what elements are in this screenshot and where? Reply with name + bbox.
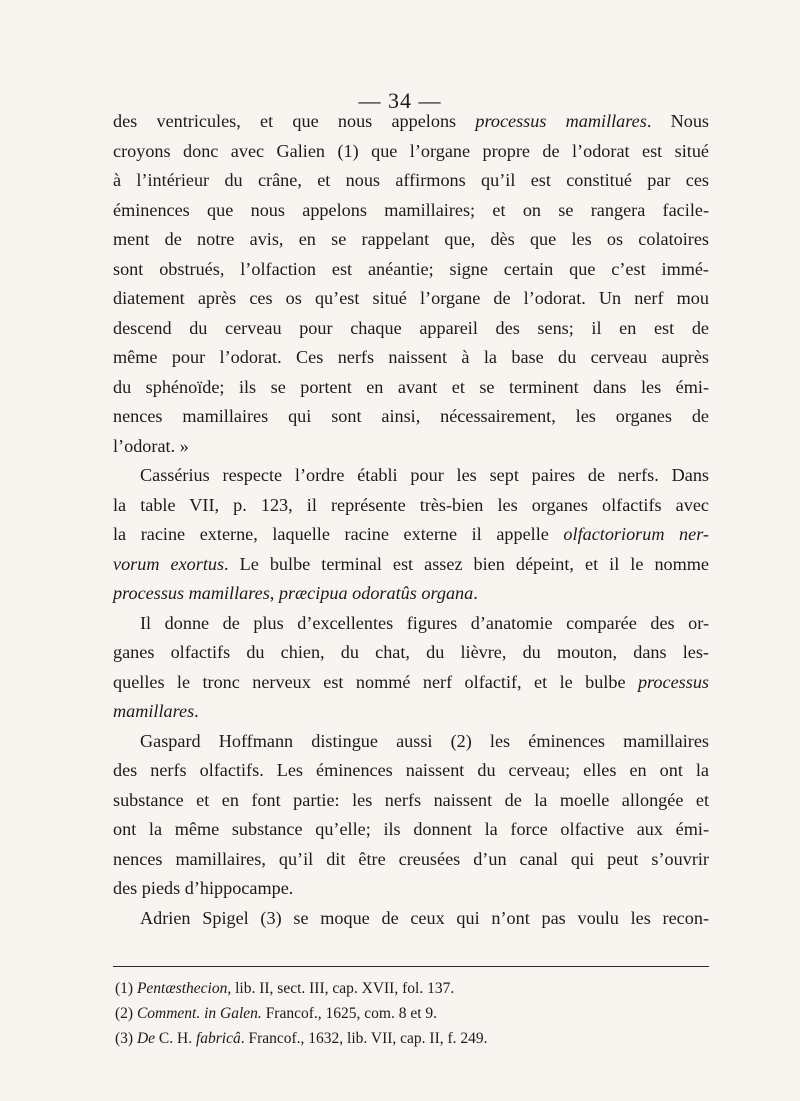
text-line: la racine externe, laquelle racine externe il appelle olfactoriorum ner-	[113, 524, 709, 544]
text-line: éminences que nous appelons mamillaires; et on se rangera facile-	[113, 199, 709, 220]
text-line: l’odorat. »	[113, 435, 189, 456]
text-line: croyons donc avec Galien (1) que l’organe propre de l’odorat est situé	[113, 140, 709, 161]
text-line: du sphénoïde; ils se portent en avant et se terminent dans les émi-	[113, 376, 709, 397]
paragraph-first-line: Cassérius respecte l’ordre établi pour les sept paires de nerfs. Dans	[140, 465, 709, 485]
footnote-rule	[113, 966, 709, 967]
paragraph-first-line: Adrien Spigel (3) se moque de ceux qui n’ont pas voulu les recon-	[140, 907, 709, 928]
text-line: sont obstrués, l’olfaction est anéantie; signe certain que c’est immé-	[113, 258, 709, 279]
text-line: la table VII, p. 123, il représente très-bien les organes olfactifs avec	[113, 494, 709, 515]
text-line: processus mamillares, præcipua odoratûs organa.	[113, 583, 478, 603]
text-line: nences mamillaires qui sont ainsi, nécessairement, les organes de	[113, 406, 709, 426]
footnote: (1) Pentæsthecion, lib. II, sect. III, cap. XVII, fol. 137.	[115, 980, 455, 997]
text-line: des pieds d’hippocampe.	[113, 878, 294, 898]
text-line: des nerfs olfactifs. Les éminences naissent du cerveau; elles en ont la	[113, 760, 709, 780]
text-line: descend du cerveau pour chaque appareil des sens; il en est de	[113, 317, 709, 338]
text-line: des ventricules, et que nous appelons processus mamillares. Nous	[113, 111, 710, 131]
text-line: ont la même substance qu’elle; ils donnent la force olfactive aux émi-	[113, 819, 709, 839]
paragraph-first-line: Gaspard Hoffmann distingue aussi (2) les éminences mamillaires	[140, 730, 709, 751]
text-line: même pour l’odorat. Ces nerfs naissent à la base du cerveau auprès	[113, 347, 709, 367]
paragraph-first-line: Il donne de plus d’excellentes figures d’anatomie comparée des or-	[140, 612, 709, 633]
footnotes	[113, 976, 709, 1051]
page-number: — 34 —	[358, 88, 442, 113]
text-line: quelles le tronc nerveux est nommé nerf olfactif, et le bulbe processus	[113, 671, 709, 692]
text-line: ment de notre avis, en se rappelant que, dès que les os colatoires	[113, 229, 709, 249]
text-line: diatement après ces os qu’est situé l’organe de l’odorat. Un nerf mou	[113, 288, 709, 308]
body-text	[113, 107, 709, 933]
text-line: nences mamillaires, qu’il dit être creusées d’un canal qui peut s’ouvrir	[113, 848, 709, 869]
text-line: vorum exortus. Le bulbe terminal est assez bien dépeint, et il le nomme	[113, 553, 709, 574]
text-line: ganes olfactifs du chien, du chat, du lièvre, du mouton, dans les-	[113, 642, 709, 662]
text-line: à l’intérieur du crâne, et nous affirmons qu’il est constitué par ces	[113, 170, 709, 190]
text-line: substance et en font partie: les nerfs naissent de la moelle allongée et	[113, 789, 709, 810]
footnote: (2) Comment. in Galen. Francof., 1625, com. 8 et 9.	[115, 1005, 438, 1022]
footnote: (3) De C. H. fabricâ. Francof., 1632, lib. VII, cap. II, f. 249.	[115, 1030, 488, 1047]
text-line: mamillares.	[113, 701, 199, 721]
